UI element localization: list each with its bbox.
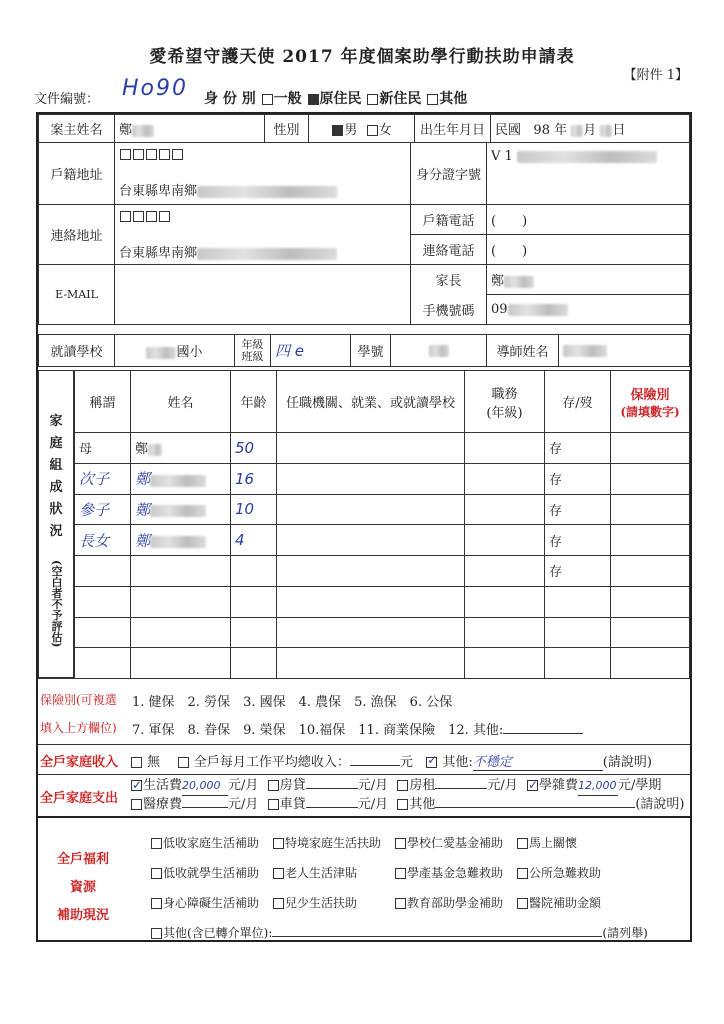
- family-relation-cell[interactable]: [75, 617, 131, 648]
- family-job-cell[interactable]: [277, 617, 465, 648]
- redaction: [600, 125, 612, 137]
- welfare-list-note: (請列舉): [602, 926, 648, 940]
- redaction: [150, 536, 206, 548]
- email-field[interactable]: [115, 265, 411, 325]
- insurance-options-line2: [132, 719, 583, 738]
- welfare-checkbox[interactable]: [395, 838, 406, 849]
- living-checkbox[interactable]: [131, 780, 142, 791]
- family-side-label: [38, 370, 74, 678]
- teacher-label: 導師姓名: [487, 335, 559, 367]
- family-age-value: 16: [235, 469, 255, 488]
- family-position-cell[interactable]: [465, 463, 545, 494]
- welfare-row: [150, 864, 670, 894]
- family-job-cell[interactable]: [277, 525, 465, 556]
- welfare-item-label: 學產基金急難救助: [407, 866, 504, 880]
- income-other-label: 其他:: [442, 755, 473, 770]
- family-age-value: 50: [235, 438, 255, 457]
- income-unit: 元: [399, 755, 413, 770]
- job-header: 任職機關、就業、或就讀學校: [277, 371, 465, 433]
- contact-field[interactable]: [115, 205, 411, 265]
- household-field[interactable]: [115, 143, 411, 205]
- family-insurance-cell[interactable]: [611, 617, 690, 648]
- family-name-cell[interactable]: [131, 463, 231, 494]
- insurance-legend-label1: 保險別(可複選: [40, 693, 117, 707]
- family-age-cell[interactable]: [231, 586, 277, 617]
- income-none-checkbox[interactable]: [131, 757, 142, 768]
- family-name-cell[interactable]: [131, 494, 231, 525]
- mobile-field[interactable]: [487, 295, 690, 325]
- family-position-cell[interactable]: [465, 433, 545, 464]
- family-row: [75, 556, 690, 587]
- school-value: 國小: [176, 345, 203, 360]
- redaction: [504, 276, 534, 288]
- gender-field[interactable]: [309, 115, 415, 143]
- identity-row: [204, 88, 467, 108]
- family-alive-value: 存: [549, 503, 563, 519]
- redaction: [517, 151, 657, 163]
- welfare-checkbox[interactable]: [395, 898, 406, 909]
- grade-label: 年級班級: [235, 335, 271, 367]
- welfare-item-label: 特境家庭生活扶助: [285, 836, 382, 850]
- per-month: 元/月: [228, 778, 259, 793]
- redaction: [563, 345, 607, 357]
- family-age-value: 10: [235, 500, 255, 519]
- birth-label: 出生年月日: [415, 115, 491, 143]
- family-name-value: 鄭: [135, 500, 151, 519]
- side-char: 組: [49, 458, 63, 473]
- parent-value: 鄭: [491, 274, 505, 289]
- medical-checkbox[interactable]: [131, 799, 142, 810]
- family-row: [75, 433, 690, 464]
- grade-value: 四 e: [275, 342, 304, 360]
- id-prefix: V 1: [491, 149, 513, 164]
- welfare-item[interactable]: [150, 864, 272, 881]
- redaction: [150, 505, 206, 517]
- welfare-item[interactable]: [516, 864, 626, 881]
- insurance-header: [611, 371, 690, 433]
- insurance-header-note: (請填數字): [620, 404, 680, 419]
- welfare-item[interactable]: [272, 834, 394, 851]
- identity-option-other: 其他: [439, 91, 468, 107]
- family-insurance-cell[interactable]: [611, 525, 690, 556]
- identity-option-new-resident: 新住民: [379, 91, 422, 107]
- side-char: 況: [49, 524, 63, 539]
- basic-info-table: [38, 114, 690, 143]
- alive-header: 存/歿: [545, 371, 611, 433]
- family-row: [75, 586, 690, 617]
- welfare-checkbox[interactable]: [517, 868, 528, 879]
- insurance-legend: [38, 678, 690, 741]
- car-loan-checkbox[interactable]: [268, 799, 279, 810]
- income-note: (請說明): [602, 755, 652, 770]
- family-name-cell[interactable]: [131, 648, 231, 679]
- welfare-checkbox[interactable]: [151, 868, 162, 879]
- family-relation-value: 長女: [79, 531, 110, 550]
- household-label: 戶籍地址: [39, 143, 115, 205]
- side-char: 家: [49, 414, 63, 429]
- id-label: 身分證字號: [411, 143, 487, 205]
- home-phone-field[interactable]: ( ): [487, 205, 690, 235]
- living-label: 生活費: [143, 778, 183, 793]
- welfare-checkbox[interactable]: [273, 838, 284, 849]
- welfare-other-label: 其他(含已轉介單位):: [163, 926, 273, 940]
- family-relation-value: 次子: [79, 470, 110, 489]
- welfare-item[interactable]: [272, 864, 394, 881]
- identity-checkbox-indigenous[interactable]: [308, 94, 319, 105]
- welfare-checkbox[interactable]: [151, 838, 162, 849]
- school-label: 就讀學校: [39, 335, 115, 367]
- family-insurance-cell[interactable]: [611, 586, 690, 617]
- expense-other-checkbox[interactable]: [397, 799, 408, 810]
- expense-note: (請說明): [635, 797, 685, 812]
- rent-label: 房租: [409, 778, 436, 793]
- doc-no-value: Ho90: [122, 76, 188, 101]
- identity-option-general: 一般: [273, 91, 302, 107]
- side-note: (空白者不予評估): [50, 560, 63, 648]
- birth-field[interactable]: [491, 115, 690, 143]
- school-field[interactable]: [115, 335, 235, 367]
- doc-no-label: 文件編號：: [34, 92, 100, 107]
- redaction: [197, 248, 337, 260]
- name-header: 姓名: [131, 371, 231, 433]
- school-table: [38, 334, 690, 367]
- family-name-value: 鄭: [135, 470, 151, 489]
- income-none-label: 無: [147, 755, 161, 770]
- female-label: 女: [378, 123, 392, 138]
- family-table: [74, 370, 690, 679]
- contact-label: 連絡地址: [39, 205, 115, 265]
- family-name-cell[interactable]: [131, 556, 231, 587]
- contact-value: 台東縣卑南鄉: [119, 246, 198, 261]
- welfare-row: [150, 834, 670, 864]
- family-age-value: 4: [235, 531, 245, 550]
- attachment-label: 【附件 1】: [623, 68, 688, 83]
- id-field[interactable]: [487, 143, 690, 205]
- welfare-item-label: 老人生活津貼: [285, 866, 358, 880]
- female-checkbox[interactable]: [367, 125, 378, 136]
- redaction: [429, 345, 449, 357]
- family-alive-value: 存: [549, 534, 563, 550]
- side-char: 庭: [49, 436, 63, 451]
- name-field[interactable]: [115, 115, 265, 143]
- form-title: 愛希望守護天使 2017 年度個案助學行動扶助申請表: [149, 47, 575, 67]
- welfare-checkbox[interactable]: [151, 898, 162, 909]
- welfare-item[interactable]: [516, 834, 626, 851]
- identity-option-indigenous: 原住民: [319, 91, 362, 107]
- student-no-label: 學號: [351, 335, 391, 367]
- family-position-cell[interactable]: [465, 648, 545, 679]
- relation-header: 稱謂: [75, 371, 131, 433]
- welfare-label-1: 全戶福利: [56, 852, 109, 867]
- family-alive-value: 存: [549, 473, 563, 489]
- welfare-other-field[interactable]: [272, 936, 602, 937]
- family-alive-cell[interactable]: [545, 586, 611, 617]
- welfare-item[interactable]: [516, 894, 626, 911]
- family-row: [75, 463, 690, 494]
- family-insurance-cell[interactable]: [611, 463, 690, 494]
- name-value: 鄭: [119, 123, 133, 138]
- side-char: 狀: [49, 502, 63, 517]
- family-alive-cell[interactable]: [545, 433, 611, 464]
- family-name-cell[interactable]: [131, 433, 231, 464]
- welfare-grid: [150, 834, 670, 924]
- insurance-legend-label2: 填入上方欄位): [40, 721, 117, 735]
- medical-label: 醫療費: [143, 797, 183, 812]
- tuition-value[interactable]: 12,000: [578, 777, 618, 796]
- family-relation-cell[interactable]: [75, 525, 131, 556]
- identity-label: 身 份 別: [204, 91, 256, 107]
- welfare-item[interactable]: [394, 864, 516, 881]
- welfare-item[interactable]: [272, 894, 394, 911]
- household-value: 台東縣卑南鄉: [119, 184, 198, 199]
- family-relation-value: 參子: [79, 500, 110, 519]
- family-position-cell[interactable]: [465, 617, 545, 648]
- family-row: [75, 525, 690, 556]
- family-position-cell[interactable]: [465, 586, 545, 617]
- redaction: [150, 475, 206, 487]
- redaction: [146, 347, 176, 359]
- side-char: 成: [49, 480, 63, 495]
- family-relation-cell[interactable]: [75, 586, 131, 617]
- welfare-other-row: [150, 924, 648, 941]
- family-age-cell[interactable]: [231, 648, 277, 679]
- family-job-cell[interactable]: [277, 648, 465, 679]
- postal-boxes: [119, 147, 406, 162]
- income-other-checkbox[interactable]: [426, 757, 437, 768]
- family-relation-cell[interactable]: [75, 494, 131, 525]
- welfare-item-label: 醫院補助金額: [529, 896, 602, 910]
- redaction: [197, 186, 337, 198]
- day-label: 日: [612, 123, 626, 138]
- male-label: 男: [344, 123, 358, 138]
- family-name-value: 鄭: [135, 442, 149, 458]
- welfare-label-2: 資源: [69, 880, 96, 895]
- family-relation-cell[interactable]: [75, 556, 131, 587]
- form-frame: [36, 112, 692, 942]
- identity-checkbox-new-resident[interactable]: [367, 94, 378, 105]
- loan-label: 房貸: [279, 778, 306, 793]
- welfare-item[interactable]: [394, 834, 516, 851]
- birth-year: 98: [533, 123, 550, 138]
- parent-label: 家長: [411, 265, 487, 295]
- welfare-item-label: 教育部助學金補助: [407, 896, 504, 910]
- welfare-checkbox[interactable]: [395, 868, 406, 879]
- redaction: [571, 125, 583, 137]
- family-position-cell[interactable]: [465, 556, 545, 587]
- birth-era: 民國: [495, 123, 522, 138]
- family-relation-cell[interactable]: [75, 648, 131, 679]
- family-name-cell[interactable]: [131, 525, 231, 556]
- per-month: 元/月: [487, 778, 518, 793]
- family-alive-cell[interactable]: [545, 463, 611, 494]
- per-term: 元/學期: [618, 778, 662, 793]
- welfare-checkbox[interactable]: [273, 898, 284, 909]
- tuition-label: 學雜費: [539, 778, 579, 793]
- redaction: [132, 125, 154, 137]
- welfare-section: [38, 816, 690, 942]
- welfare-item-label: 身心障礙生活補助: [163, 896, 260, 910]
- welfare-row: [150, 894, 670, 924]
- mobile-label: 手機號碼: [411, 295, 487, 325]
- email-label: E-MAIL: [39, 265, 115, 325]
- welfare-item-label: 兒少生活扶助: [285, 896, 358, 910]
- redaction: [508, 304, 568, 316]
- identity-checkbox-general[interactable]: [262, 94, 273, 105]
- family-alive-cell[interactable]: [545, 556, 611, 587]
- year-label: 年: [554, 123, 568, 138]
- family-alive-cell[interactable]: [545, 494, 611, 525]
- family-row: [75, 648, 690, 679]
- welfare-item[interactable]: [150, 894, 272, 911]
- family-position-cell[interactable]: [465, 525, 545, 556]
- welfare-item-label: 公所急難救助: [529, 866, 602, 880]
- car-loan-label: 車貸: [279, 797, 306, 812]
- mobile-value: 09: [491, 302, 508, 317]
- income-row: [38, 744, 690, 775]
- family-alive-value: 存: [549, 442, 563, 458]
- name-label: 案主姓名: [39, 115, 115, 143]
- family-job-cell[interactable]: [277, 463, 465, 494]
- expense-row: [38, 774, 690, 815]
- per-month: 元/月: [357, 778, 389, 793]
- gender-label: 性別: [265, 115, 309, 143]
- welfare-checkbox[interactable]: [517, 838, 528, 849]
- student-no-field[interactable]: [391, 335, 487, 367]
- redaction: [148, 444, 162, 456]
- income-other-value[interactable]: 不穩定: [473, 751, 603, 771]
- family-name-cell[interactable]: [131, 617, 231, 648]
- per-month: 元/月: [228, 797, 259, 812]
- identity-checkbox-other[interactable]: [427, 94, 438, 105]
- family-age-cell[interactable]: [231, 525, 277, 556]
- loan-checkbox[interactable]: [268, 780, 279, 791]
- grade-field[interactable]: [271, 335, 351, 367]
- position-header: 職務 (年級): [465, 371, 545, 433]
- family-insurance-cell[interactable]: [611, 556, 690, 587]
- family-age-cell[interactable]: [231, 463, 277, 494]
- family-insurance-cell[interactable]: [611, 494, 690, 525]
- contact-phone-field[interactable]: ( ): [487, 235, 690, 265]
- family-age-cell[interactable]: [231, 494, 277, 525]
- family-alive-cell[interactable]: [545, 525, 611, 556]
- insurance-options-line1: 1. 健保 2. 勞保 3. 國保 4. 農保 5. 漁保 6. 公保: [132, 695, 453, 710]
- insurance-header-label: 保險別: [630, 387, 670, 403]
- family-relation-value: 母: [79, 442, 93, 458]
- expense-label: 全戶家庭支出: [40, 791, 119, 806]
- welfare-item-label: 低收家庭生活補助: [163, 836, 260, 850]
- welfare-checkbox[interactable]: [273, 868, 284, 879]
- family-job-cell[interactable]: [277, 494, 465, 525]
- welfare-item-label: 學校仁愛基金補助: [407, 836, 504, 850]
- family-alive-value: 存: [549, 565, 563, 581]
- family-relation-cell[interactable]: [75, 463, 131, 494]
- insurance-line2-text: 7. 軍保 8. 眷保 9. 榮保 10.福保 11. 商業保險 12. 其他:: [132, 723, 504, 738]
- welfare-label-3: 補助現況: [56, 908, 109, 923]
- welfare-item[interactable]: [394, 894, 516, 911]
- postal-boxes: [119, 209, 406, 224]
- family-job-cell[interactable]: [277, 586, 465, 617]
- income-monthly-checkbox[interactable]: [178, 757, 189, 768]
- family-relation-cell[interactable]: [75, 433, 131, 464]
- rent-checkbox[interactable]: [397, 780, 408, 791]
- income-monthly-field[interactable]: [350, 765, 400, 766]
- family-alive-cell[interactable]: [545, 648, 611, 679]
- welfare-item-label: 低收就學生活補助: [163, 866, 260, 880]
- family-job-cell[interactable]: [277, 433, 465, 464]
- home-phone-label: 戶籍電話: [411, 205, 487, 235]
- welfare-checkbox[interactable]: [517, 898, 528, 909]
- month-label: 月: [583, 123, 597, 138]
- expense-other-label: 其他: [409, 797, 436, 812]
- living-value[interactable]: 20,000: [182, 777, 228, 796]
- family-insurance-cell[interactable]: [611, 433, 690, 464]
- parent-field[interactable]: [487, 265, 690, 295]
- family-name-value: 鄭: [135, 531, 151, 550]
- income-label: 全戶家庭收入: [40, 755, 119, 770]
- family-row: [75, 617, 690, 648]
- family-age-cell[interactable]: [231, 617, 277, 648]
- welfare-item[interactable]: [150, 834, 272, 851]
- income-monthly-label: 全戶每月工作平均總收入：: [193, 755, 350, 770]
- family-position-cell[interactable]: [465, 494, 545, 525]
- tuition-checkbox[interactable]: [527, 780, 538, 791]
- contact-phone-label: 連絡電話: [411, 235, 487, 265]
- address-table: [38, 142, 690, 325]
- teacher-field[interactable]: [559, 335, 690, 367]
- family-insurance-cell[interactable]: [611, 648, 690, 679]
- family-job-cell[interactable]: [277, 556, 465, 587]
- family-name-cell[interactable]: [131, 586, 231, 617]
- welfare-other-checkbox[interactable]: [151, 928, 162, 939]
- family-row: [75, 494, 690, 525]
- per-month: 元/月: [357, 797, 389, 812]
- family-age-cell[interactable]: [231, 556, 277, 587]
- male-checkbox[interactable]: [332, 125, 343, 136]
- family-alive-cell[interactable]: [545, 617, 611, 648]
- welfare-item-label: 馬上關懷: [529, 836, 578, 850]
- family-age-cell[interactable]: [231, 433, 277, 464]
- age-header: 年齡: [231, 371, 277, 433]
